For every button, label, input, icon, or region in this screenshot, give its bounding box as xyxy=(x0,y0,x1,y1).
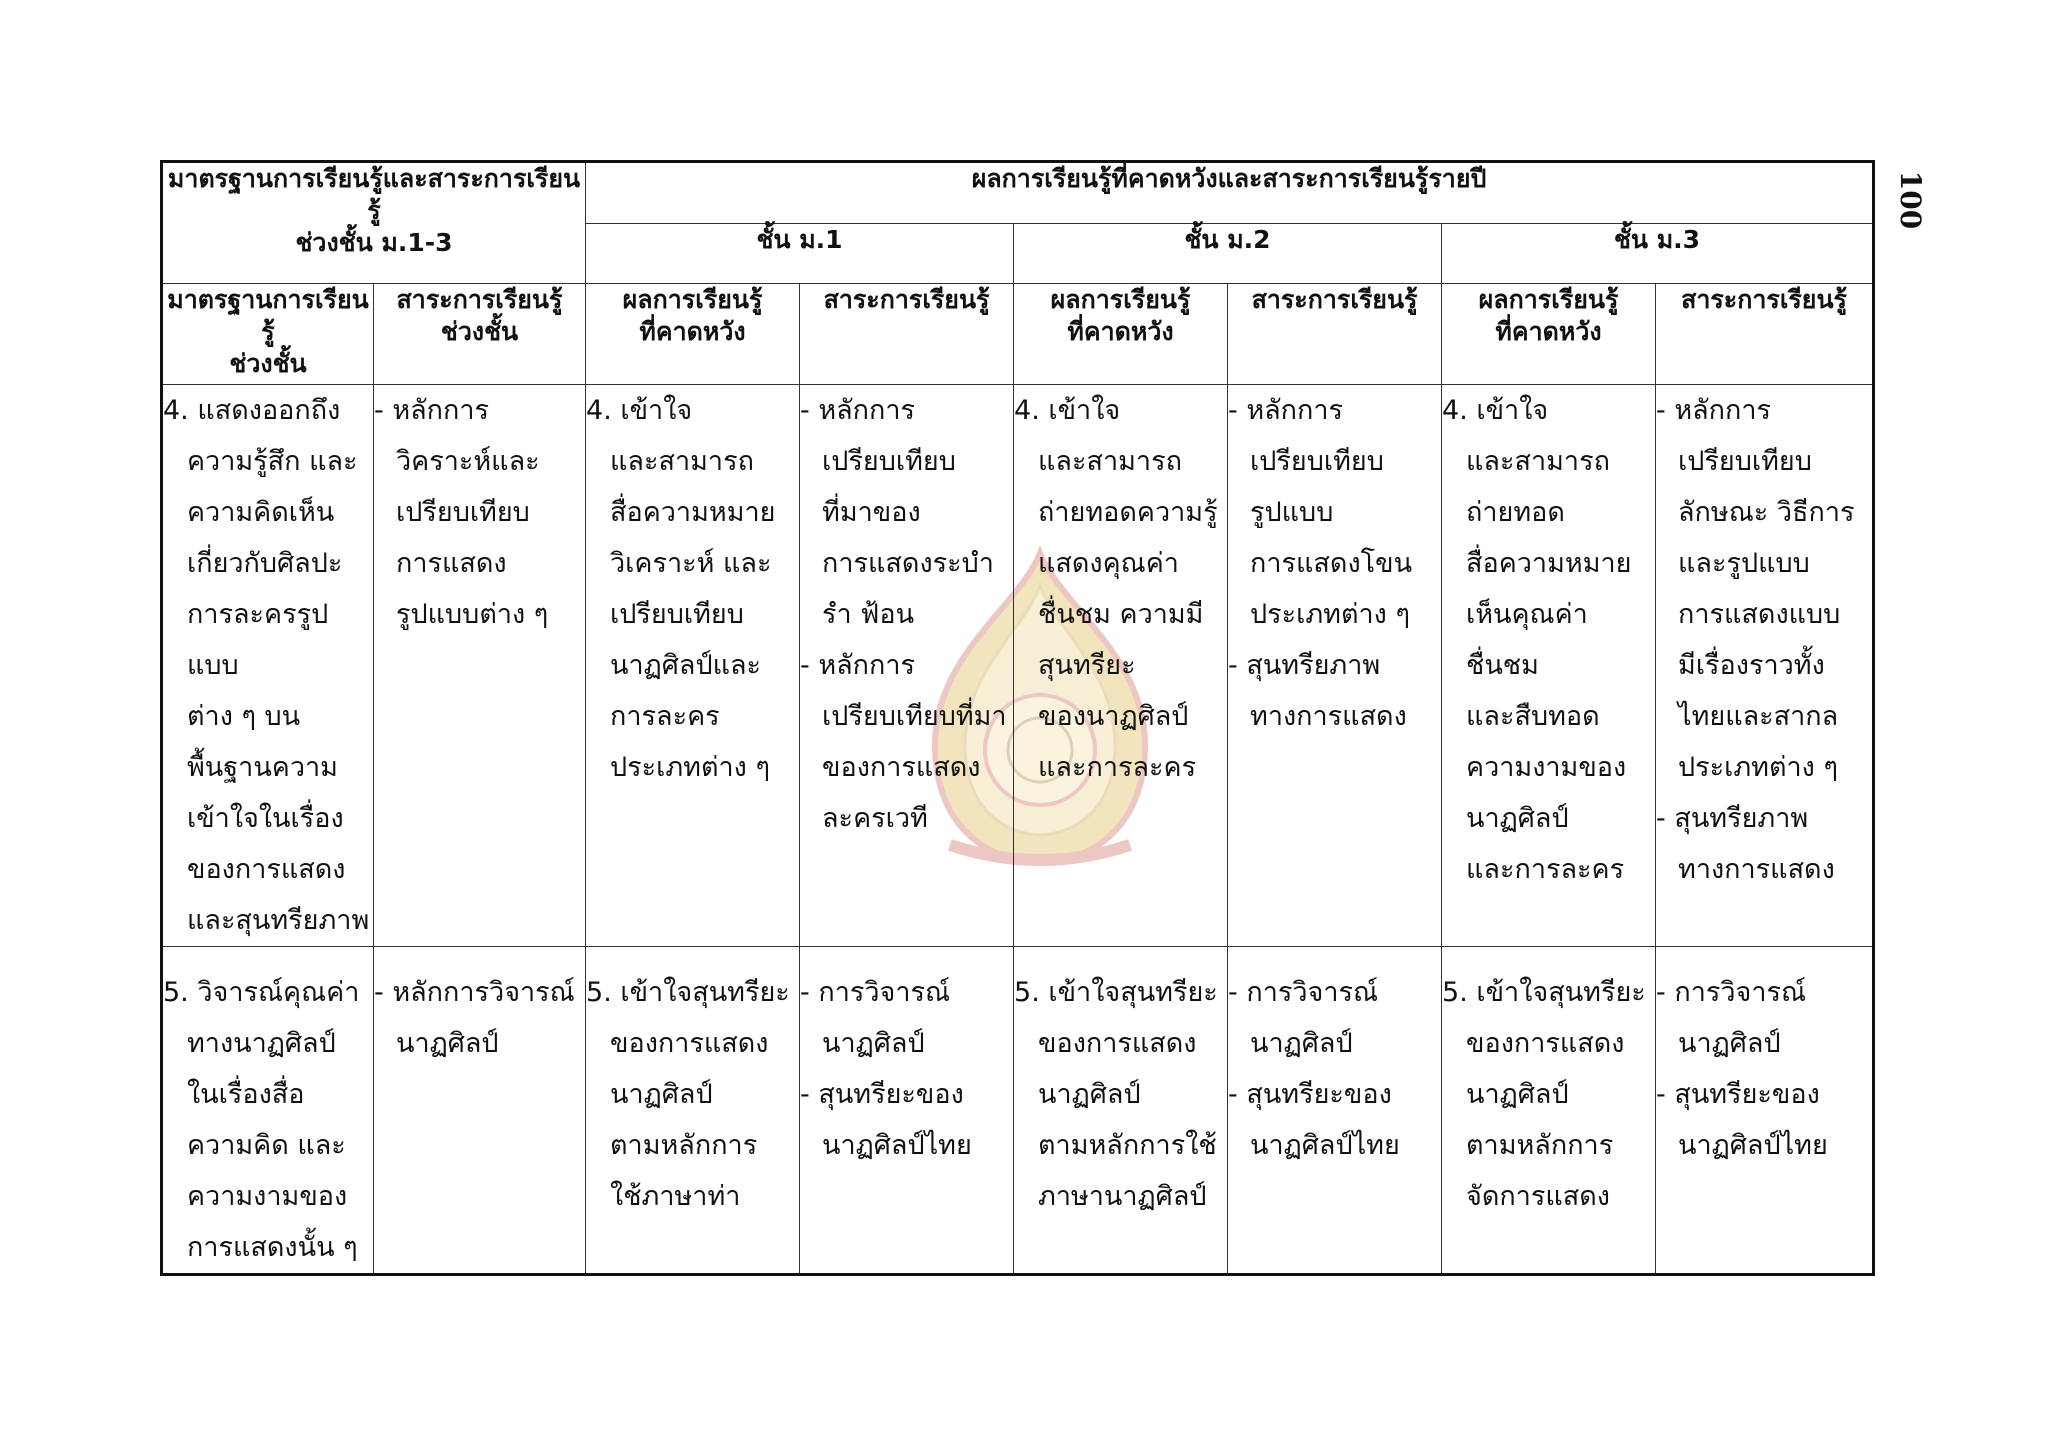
bullet-item xyxy=(800,385,1013,640)
item-continuation-text: การแสดงโขน xyxy=(1250,548,1413,579)
item-continuation-text: ความงามของ xyxy=(1466,752,1627,783)
item-continuation-text: นาฏศิลป์และ xyxy=(610,650,762,681)
bullet-item xyxy=(1656,1069,1872,1171)
cell-m2-outcome xyxy=(1014,947,1228,1275)
item-continuation-text: ถ่ายทอดความรู้ xyxy=(1038,497,1218,528)
cell-content xyxy=(374,385,586,947)
cell-m1-content xyxy=(800,385,1014,947)
numbered-item xyxy=(1442,385,1655,895)
item-continuation-text: วิคราะห์และ xyxy=(396,446,540,477)
cell-standard xyxy=(162,947,374,1275)
numbered-item xyxy=(1014,967,1227,1222)
item-lead-text: 4. เข้าใจ xyxy=(1442,395,1549,426)
cell-m3-outcome xyxy=(1442,385,1656,947)
cell-content xyxy=(374,947,586,1275)
item-continuation-text: ถ่ายทอด xyxy=(1466,497,1565,528)
item-lead-text: - สุนทรียภาพ xyxy=(1228,650,1381,681)
item-continuation-text: เปรียบเทียบ xyxy=(396,497,530,528)
item-lead-text: - หลักการ xyxy=(374,395,490,426)
table-row xyxy=(162,947,1874,1275)
item-continuation-text: การแสดงนั้น ๆ xyxy=(187,1232,358,1263)
col-header-m3-outcome: ผลการเรียนรู้ ที่คาดหวัง xyxy=(1442,284,1656,385)
item-continuation-text: จัดการแสดง xyxy=(1466,1181,1610,1212)
cell-m2-outcome xyxy=(1014,385,1228,947)
col-header-standard: มาตรฐานการเรียนรู้ ช่วงชั้น xyxy=(162,284,374,385)
item-continuation-text: และการละคร xyxy=(1466,854,1625,885)
item-lead-text: - หลักการ xyxy=(800,650,916,681)
curriculum-table xyxy=(160,160,1875,1276)
cell-m3-content xyxy=(1656,947,1874,1275)
item-continuation-text: ชื่นชม ความมี xyxy=(1038,599,1204,630)
cell-m1-outcome xyxy=(586,947,800,1275)
item-continuation-text: รูปแบบ xyxy=(1250,497,1334,528)
item-continuation-text: รำ ฟ้อน xyxy=(822,599,915,630)
item-continuation-text: ความคิดเห็น xyxy=(187,497,335,528)
item-continuation-text: นาฏศิลป์ xyxy=(1466,1079,1569,1110)
bullet-item xyxy=(800,1069,1013,1171)
item-lead-text: - หลักการ xyxy=(1228,395,1344,426)
item-continuation-text: ของการแสดง xyxy=(610,1028,769,1059)
item-continuation-text: และการละคร xyxy=(1038,752,1197,783)
item-continuation-text: สื่อความหมาย xyxy=(1466,548,1632,579)
numbered-item xyxy=(586,967,799,1222)
item-continuation-text: นาฏศิลป์ xyxy=(396,1028,499,1059)
item-continuation-text: แสดงคุณค่า xyxy=(1038,548,1179,579)
item-continuation-text: และสามารถ xyxy=(610,446,754,477)
item-continuation-text: รูปแบบต่าง ๆ xyxy=(396,599,549,630)
item-lead-text: - สุนทรียภาพ xyxy=(1656,803,1809,834)
item-continuation-text: ตามหลักการใช้ xyxy=(1038,1130,1217,1161)
item-lead-text: 4. เข้าใจ xyxy=(586,395,693,426)
item-lead-text: 4. เข้าใจ xyxy=(1014,395,1121,426)
numbered-item xyxy=(1442,967,1655,1222)
item-continuation-text: ประเภทต่าง ๆ xyxy=(610,752,770,783)
item-continuation-text: ทางการแสดง xyxy=(1678,854,1835,885)
item-continuation-text: ละครเวที xyxy=(822,803,928,834)
item-continuation-text: ประเภทต่าง ๆ xyxy=(1678,752,1838,783)
cell-standard xyxy=(162,385,374,947)
item-continuation-text: นาฏศิลป์ xyxy=(1038,1079,1141,1110)
page-number: 100 xyxy=(1894,170,1927,230)
item-continuation-text: ความงามของ xyxy=(187,1181,348,1212)
item-lead-text: - การวิจารณ์ xyxy=(800,977,951,1008)
item-continuation-text: การแสดงแบบ xyxy=(1678,599,1841,630)
item-continuation-text: สื่อความหมาย xyxy=(610,497,776,528)
cell-m2-content xyxy=(1228,947,1442,1275)
item-lead-text: - หลักการ xyxy=(800,395,916,426)
bullet-item xyxy=(800,640,1013,844)
item-lead-text: - สุนทรียะของ xyxy=(1228,1079,1392,1110)
item-continuation-text: และสืบทอด xyxy=(1466,701,1600,732)
item-continuation-text: ตามหลักการ xyxy=(610,1130,758,1161)
item-lead-text: 5. เข้าใจสุนทรียะ xyxy=(586,977,790,1008)
numbered-item xyxy=(163,967,373,1273)
item-continuation-text: ทางนาฏศิลป์ xyxy=(187,1028,336,1059)
item-lead-text: 5. เข้าใจสุนทรียะ xyxy=(1442,977,1646,1008)
numbered-item xyxy=(1014,385,1227,793)
item-continuation-text: เปรียบเทียบ xyxy=(610,599,744,630)
item-continuation-text: เข้าใจในเรื่อง xyxy=(187,803,344,834)
cell-m2-content xyxy=(1228,385,1442,947)
bullet-item xyxy=(1228,1069,1441,1171)
item-continuation-text: การละครรูปแบบ xyxy=(187,599,329,681)
item-continuation-text: ของการแสดง xyxy=(822,752,981,783)
item-continuation-text: ประเภทต่าง ๆ xyxy=(1250,599,1410,630)
item-continuation-text: ของการแสดง xyxy=(187,854,346,885)
col-header-m3-content: สาระการเรียนรู้ xyxy=(1656,284,1874,385)
numbered-item xyxy=(586,385,799,793)
item-continuation-text: การละคร xyxy=(610,701,720,732)
item-continuation-text: นาฏศิลป์ไทย xyxy=(1678,1130,1828,1161)
col-header-m2-outcome: ผลการเรียนรู้ ที่คาดหวัง xyxy=(1014,284,1228,385)
cell-m3-outcome xyxy=(1442,947,1656,1275)
bullet-item xyxy=(1656,793,1872,895)
item-continuation-text: ต่าง ๆ บน xyxy=(187,701,301,732)
item-continuation-text: และสามารถ xyxy=(1038,446,1182,477)
item-continuation-text: ความคิด และ xyxy=(187,1130,346,1161)
item-continuation-text: เห็นคุณค่า xyxy=(1466,599,1588,630)
bullet-item xyxy=(1228,967,1441,1069)
item-continuation-text: ของการแสดง xyxy=(1466,1028,1625,1059)
header-grade-m3: ชั้น ม.3 xyxy=(1442,223,1874,284)
item-continuation-text: และสุนทรียภาพ xyxy=(187,905,370,936)
item-continuation-text: ทางการแสดง xyxy=(1250,701,1407,732)
item-continuation-text: ไทยและสากล xyxy=(1678,701,1839,732)
header-grade-m2: ชั้น ม.2 xyxy=(1014,223,1442,284)
header-standards-title: มาตรฐานการเรียนรู้และสาระการเรียนรู้ ช่วงชั้น ม.1-3 xyxy=(162,162,586,284)
item-continuation-text: มีเรื่องราวทั้ง xyxy=(1678,650,1825,681)
item-continuation-text: นาฏศิลป์ไทย xyxy=(822,1130,972,1161)
cell-m1-outcome xyxy=(586,385,800,947)
item-continuation-text: ลักษณะ วิธีการ xyxy=(1678,497,1855,528)
header-outcomes-title: ผลการเรียนรู้ที่คาดหวังและสาระการเรียนรู้รายปี xyxy=(586,162,1874,224)
col-header-m1-content: สาระการเรียนรู้ xyxy=(800,284,1014,385)
item-continuation-text: นาฏศิลป์ xyxy=(1250,1028,1353,1059)
item-lead-text: - หลักการ xyxy=(1656,395,1772,426)
item-continuation-text: และสามารถ xyxy=(1466,446,1610,477)
item-continuation-text: นาฏศิลป์ xyxy=(822,1028,925,1059)
bullet-item xyxy=(1656,385,1872,793)
item-lead-text: - สุนทรียะของ xyxy=(1656,1079,1820,1110)
col-header-content: สาระการเรียนรู้ ช่วงชั้น xyxy=(374,284,586,385)
item-continuation-text: เปรียบเทียบที่มา xyxy=(822,701,1007,732)
col-header-m1-outcome: ผลการเรียนรู้ ที่คาดหวัง xyxy=(586,284,800,385)
bullet-item xyxy=(1228,640,1441,742)
cell-m1-content xyxy=(800,947,1014,1275)
item-lead-text: - หลักการวิจารณ์ xyxy=(374,977,575,1008)
item-continuation-text: ชื่นชม xyxy=(1466,650,1539,681)
item-continuation-text: ที่มาของ xyxy=(822,497,921,528)
header-grade-m1: ชั้น ม.1 xyxy=(586,223,1014,284)
item-continuation-text: ของนาฏศิลป์ xyxy=(1038,701,1189,732)
item-continuation-text: ตามหลักการ xyxy=(1466,1130,1614,1161)
item-continuation-text: สุนทรียะ xyxy=(1038,650,1136,681)
item-continuation-text: ในเรื่องสื่อ xyxy=(187,1079,305,1110)
item-continuation-text: เปรียบเทียบ xyxy=(1678,446,1812,477)
cell-m3-content xyxy=(1656,385,1874,947)
item-continuation-text: นาฏศิลป์ xyxy=(610,1079,713,1110)
item-lead-text: - การวิจารณ์ xyxy=(1228,977,1379,1008)
item-lead-text: - สุนทรียะของ xyxy=(800,1079,964,1110)
item-continuation-text: นาฏศิลป์ xyxy=(1466,803,1569,834)
numbered-item xyxy=(163,385,373,946)
col-header-m2-content: สาระการเรียนรู้ xyxy=(1228,284,1442,385)
item-continuation-text: การแสดงระบำ xyxy=(822,548,994,579)
item-continuation-text: การแสดง xyxy=(396,548,507,579)
item-continuation-text: พื้นฐานความ xyxy=(187,752,338,783)
item-continuation-text: เปรียบเทียบ xyxy=(1250,446,1384,477)
item-continuation-text: นาฏศิลป์ไทย xyxy=(1250,1130,1400,1161)
bullet-item xyxy=(374,967,585,1069)
item-continuation-text: เปรียบเทียบ xyxy=(822,446,956,477)
item-continuation-text: เกี่ยวกับศิลปะ xyxy=(187,548,343,579)
item-continuation-text: ภาษานาฏศิลป์ xyxy=(1038,1181,1207,1212)
item-continuation-text: นาฏศิลป์ xyxy=(1678,1028,1781,1059)
item-continuation-text: และรูปแบบ xyxy=(1678,548,1810,579)
item-continuation-text: ใช้ภาษาท่า xyxy=(610,1181,741,1212)
item-continuation-text: ความรู้สึก และ xyxy=(187,446,358,477)
bullet-item xyxy=(1656,967,1872,1069)
bullet-item xyxy=(800,967,1013,1069)
table-row xyxy=(162,385,1874,947)
item-lead-text: - การวิจารณ์ xyxy=(1656,977,1807,1008)
item-lead-text: 5. เข้าใจสุนทรียะ xyxy=(1014,977,1218,1008)
item-lead-text: 5. วิจารณ์คุณค่า xyxy=(163,977,360,1008)
item-continuation-text: ของการแสดง xyxy=(1038,1028,1197,1059)
bullet-item xyxy=(374,385,585,640)
item-lead-text: 4. แสดงออกถึง xyxy=(163,395,341,426)
item-continuation-text: วิเคราะห์ และ xyxy=(610,548,772,579)
bullet-item xyxy=(1228,385,1441,640)
